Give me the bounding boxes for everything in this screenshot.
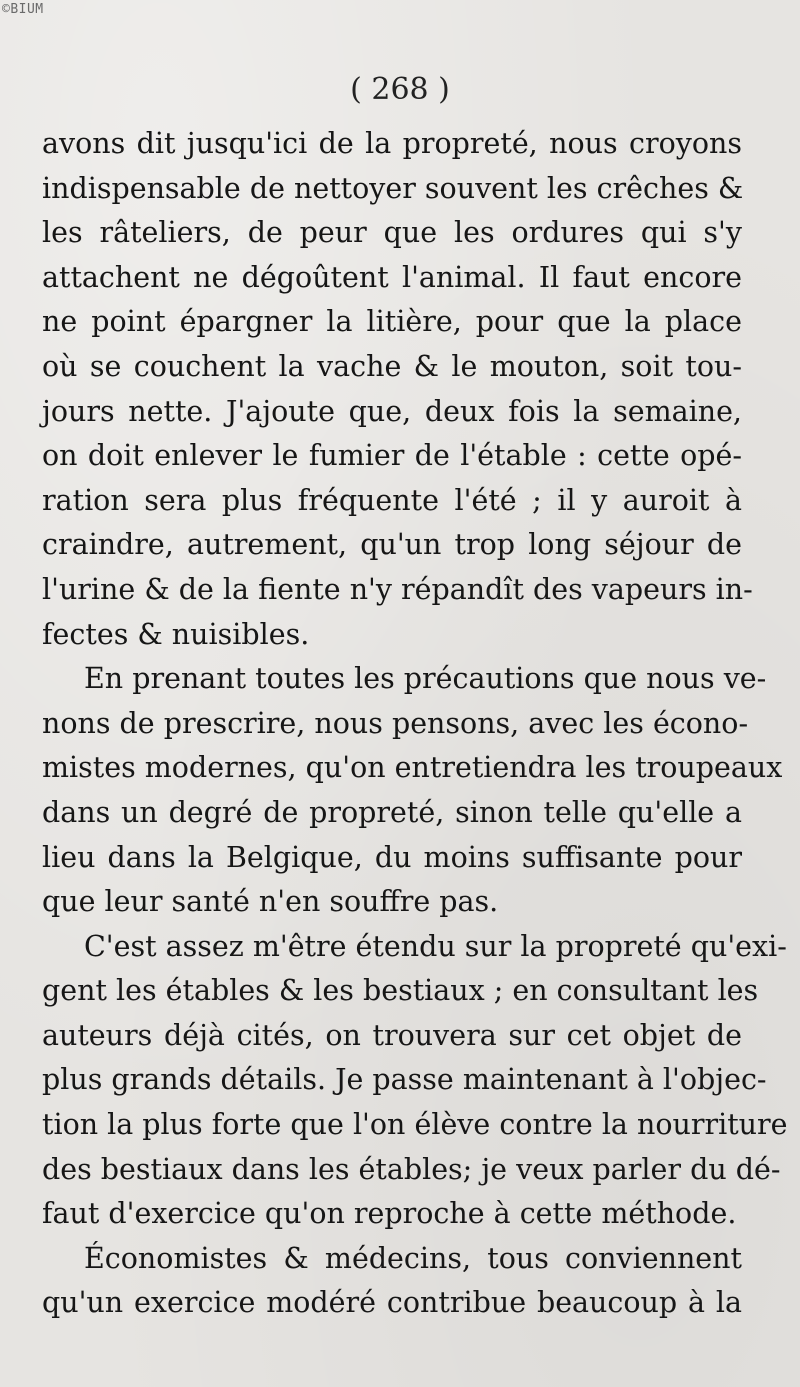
- watermark: ©BIUM: [2, 2, 44, 17]
- text-line: indispensable de nettoyer souvent les crêches &: [42, 171, 744, 205]
- text-line: tion la plus forte que l'on élève contre la nourriture: [42, 1108, 788, 1142]
- text-line: qu'un exercice modéré contribue beaucoup à la: [42, 1286, 742, 1320]
- text-line: l'urine & de la fiente n'y répandît des vapeurs in-: [42, 572, 753, 606]
- text-line: attachent ne dégoûtent l'animal. Il faut encore: [42, 260, 742, 294]
- text-line: C'est assez m'être étendu sur la propreté qu'exi-: [84, 929, 787, 963]
- text-line: En prenant toutes les précautions que nous ve-: [84, 662, 767, 696]
- text-line: des bestiaux dans les étables; je veux parler du dé-: [42, 1152, 781, 1186]
- text-line: plus grands détails. Je passe maintenant à l'objec-: [42, 1063, 767, 1097]
- text-line: mistes modernes, qu'on entretiendra les troupeaux: [42, 751, 783, 785]
- text-line: faut d'exercice qu'on reproche à cette méthode.: [42, 1197, 737, 1231]
- text-line: avons dit jusqu'ici de la propreté, nous croyons: [42, 127, 742, 160]
- text-line: jours nette. J'ajoute que, deux fois la semaine,: [42, 394, 742, 428]
- text-line: craindre, autrement, qu'un trop long séjour de: [42, 528, 742, 562]
- text-line: Économistes & médecins, tous conviennent: [84, 1241, 742, 1275]
- text-line: ne point épargner la litière, pour que la place: [42, 305, 742, 339]
- text-line: que leur santé n'en souffre pas.: [42, 885, 499, 919]
- text-line: auteurs déjà cités, on trouvera sur cet objet de: [42, 1018, 742, 1052]
- text-line: nons de prescrire, nous pensons, avec les écono-: [42, 706, 749, 740]
- text-line: lieu dans la Belgique, du moins suffisante pour: [42, 840, 742, 874]
- text-line: fectes & nuisibles.: [42, 617, 310, 651]
- text-line: ration sera plus fréquente l'été ; il y auroit à: [42, 483, 742, 517]
- text-line: dans un degré de propreté, sinon telle qu'elle a: [42, 795, 742, 829]
- text-line: gent les étables & les bestiaux ; en consultant les: [42, 974, 759, 1008]
- text-line: les râteliers, de peur que les ordures qui s'y: [42, 216, 742, 250]
- text-line: où se couchent la vache & le mouton, soit tou-: [42, 349, 742, 383]
- page-number: ( 268 ): [350, 72, 450, 107]
- page-body-text: [42, 122, 788, 1326]
- text-line: on doit enlever le fumier de l'étable : cette opé-: [42, 439, 742, 473]
